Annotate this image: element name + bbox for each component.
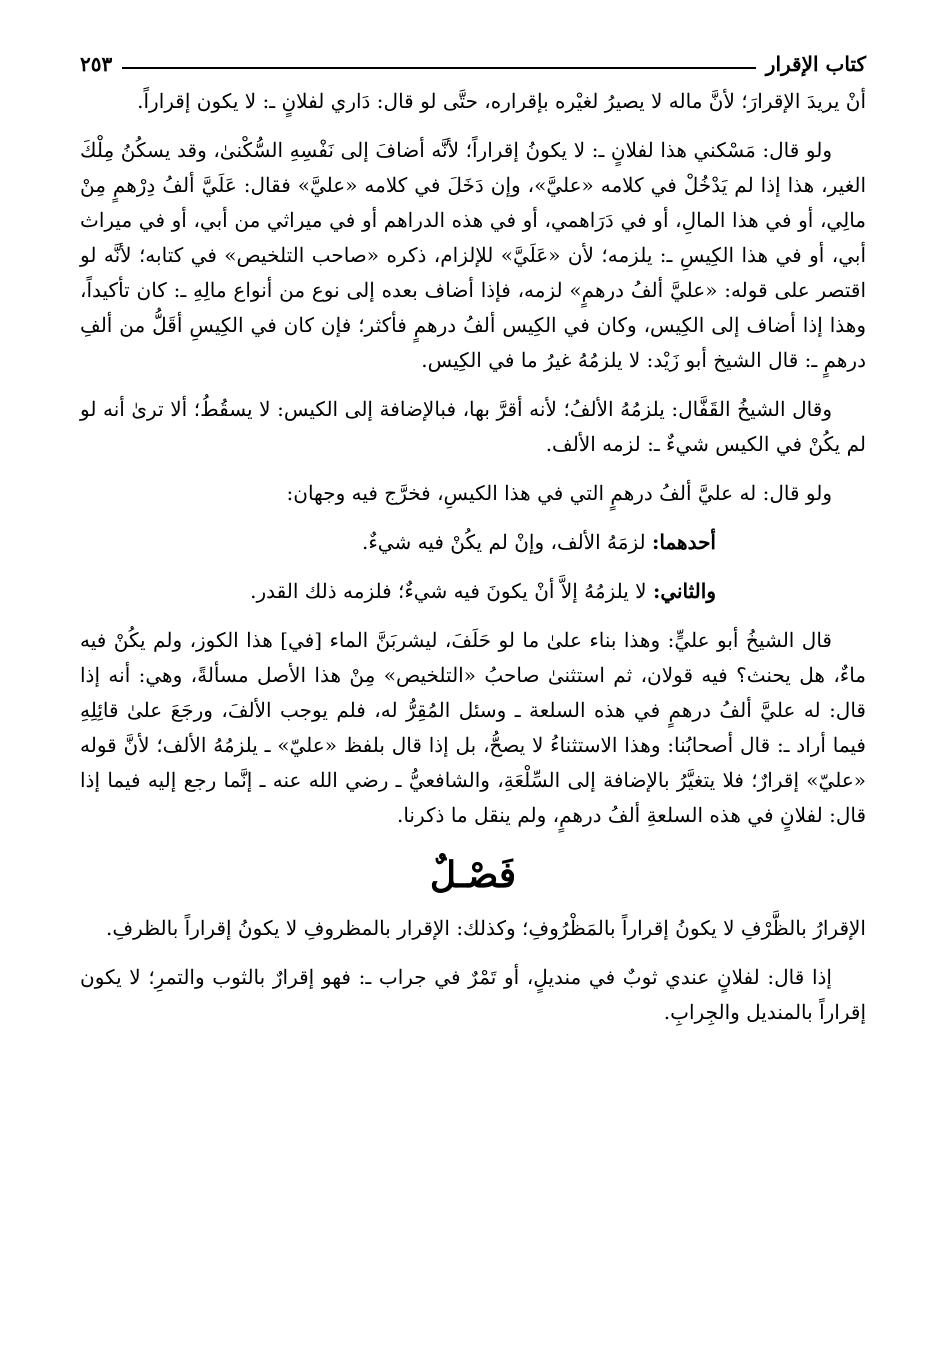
paragraph-4: ولو قال: له عليَّ ألفُ درهمٍ التي في هذا الكيسِ، فخرَّج فيه وجهان: bbox=[286, 481, 832, 505]
paragraph-7: قال الشيخُ أبو عليٍّ: وهذا بناء علىٰ ما لو حَلَفَ، ليشربَنَّ الماء [في] هذا الكوز، ولم يكُنْ فيه ماءٌ، هل يحنث؟ فيه قولان، ثم استثنىٰ صاحبُ «التلخيص» مِنْ هذا الأصل مسألةً، وهي: أنه إذا قال: له عليَّ ألفُ درهمٍ في هذه السلعة ـ وسئل المُقِرُّ له، فلم يوجب الألفَ، ورجَعَ علىٰ قائِلِهِ فيما أراد ـ: قال أصحابُنا: وهذا الاستثناءُ لا يصحُّ، بل إذا قال بلفظ «عليّ» ـ يلزمُهُ الألف؛ لأنَّ قوله «عليّ» إقرارٌ؛ فلا يتغيَّرُ بالإضافة إلى السِّلْعَةِ، والشافعيُّ ـ رضي الله عنه ـ إنَّما رجع إليه فيما إذا قال: لفلانٍ في هذه السلعةِ ألفُ درهمٍ، ولم ينقل ما ذكرنا. bbox=[80, 628, 867, 827]
running-header bbox=[80, 44, 866, 84]
section-heading-wrap bbox=[80, 847, 866, 903]
option-second-text: لا يلزمُهُ إلاَّ أنْ يكونَ فيه شيءٌ؛ فلزمه ذلك القدر. bbox=[250, 579, 653, 603]
header-rule bbox=[122, 67, 756, 69]
paragraph-8: الإقرارُ بالظَّرْفِ لا يكونُ إقراراً بالمَظْرُوفِ؛ وكذلك: الإقرار بالمظروفِ لا يكونُ إقراراً بالظرفِ. bbox=[106, 916, 866, 940]
book-page bbox=[80, 44, 866, 1030]
book-title: كتاب الإقرار bbox=[765, 52, 866, 76]
paragraph-5 bbox=[80, 525, 866, 560]
section-heading: فَصْـلٌ bbox=[429, 854, 517, 896]
paragraph-9: إذا قال: لفلانٍ عندي ثوبٌ في منديلٍ، أو تَمْرٌ في جراب ـ: فهو إقرارٌ بالثوب والتمرِ؛ لا يكون إقراراً بالمنديل والجِرابِ. bbox=[80, 965, 866, 1024]
paragraph-2: ولو قال: مَسْكني هذا لفلانٍ ـ: لا يكونُ إقراراً؛ لأنَّه أضافَ إلى نَفْسِهِ السُّكْنىٰ، وقد يسكُنُ مِلْكَ الغير، هذا إذا لم يَدْخُلْ في كلامه «عليَّ»، وإن دَخَلَ في كلامه «عليَّ» فقال: عَلَيَّ ألفُ دِرْهمٍ مِنْ مالِي، أو في هذا المالِ، أو في دَرَاهمي، أو في هذه الدراهم أو في ميراثي من أبي، أو في ميراث أبي، أو في هذا الكِيسِ ـ: يلزمه؛ لأن «عَلَيَّ» للإلزام، ذكره «صاحب التلخيص» في كتابه؛ لأنَّه لو اقتصر على قوله: «عليَّ ألفُ درهمٍ» لزمه، فإذا أضاف بعده إلى نوع من أنواع مالِهِ ـ: كان تأكيداً، وهذا إذا أضاف إلى الكِيس، وكان في الكِيس ألفُ درهمٍ فأكثر؛ فإن كان في الكِيسِ أقَلُّ من ألفِ درهمٍ ـ: قال الشيخ أبو زَيْد: لا يلزمُهُ غيرُ ما في الكِيس. bbox=[80, 138, 866, 372]
paragraph-1: أنْ يريدَ الإقرارَ؛ لأنَّ ماله لا يصيرُ لغيْره بإقراره، حتَّى لو قال: دَاري لفلانٍ ـ: لا يكون إقراراً. bbox=[137, 89, 866, 113]
page-number: ٢٥٣ bbox=[80, 52, 113, 76]
paragraph-3: وقال الشيخُ القَفَّال: يلزمُهُ الألفُ؛ لأنه أقرَّ بها، فبالإضافة إلى الكيس: لا يسقُطُ؛ ألا ترىٰ أنه لو لم يكُنْ في الكيس شيءٌ ـ: لزمه الألف. bbox=[80, 397, 866, 456]
paragraph-6 bbox=[80, 574, 866, 609]
option-first-label: أحدهما: bbox=[651, 530, 716, 554]
option-second-label: والثاني: bbox=[652, 579, 716, 603]
option-first-text: لزمَهُ الألف، وإنْ لم يكُنْ فيه شيءٌ. bbox=[362, 530, 652, 554]
